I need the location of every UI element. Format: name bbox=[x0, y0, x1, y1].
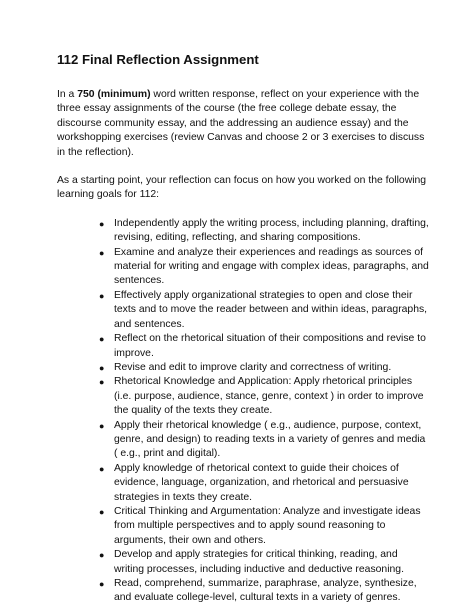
bullet-icon: ● bbox=[99, 218, 105, 229]
goal-item bbox=[99, 462, 429, 505]
goal-item bbox=[99, 577, 429, 606]
bullet-icon: ● bbox=[99, 463, 105, 474]
goal-item bbox=[99, 505, 429, 548]
bullet-icon: ● bbox=[99, 420, 105, 431]
goal-item bbox=[99, 289, 429, 332]
intro-suffix: word written response, reflect on your experience with the three essay assignments of the course (the free college debate essay, the discourse community essay, and the addressing an audience essay) and the workshopping exercises (review Canvas and choose 2 or 3 exercises to discuss in the reflection). bbox=[57, 89, 425, 158]
goal-text: Critical Thinking and Argumentation: Analyze and investigate ideas from multiple perspectives and to apply sound reasoning to arguments, their own and others. bbox=[114, 505, 421, 546]
bullet-icon: ● bbox=[99, 247, 105, 258]
goal-text: Read, comprehend, summarize, paraphrase, analyze, synthesize, and evaluate college-level, cultural texts in a variety of genres. bbox=[114, 578, 417, 604]
bullet-icon: ● bbox=[99, 290, 105, 301]
goal-text: Apply their rhetorical knowledge ( e.g., audience, purpose, context, genre, and design) to reading texts in a variety of genres and media ( e.g., print and digital). bbox=[114, 419, 426, 460]
starting-point-paragraph: As a starting point, your reflection can focus on how you worked on the following learning goals for 112: bbox=[57, 175, 427, 201]
goal-item bbox=[99, 548, 429, 577]
goal-item bbox=[99, 246, 429, 289]
bullet-icon: ● bbox=[99, 550, 105, 561]
intro-paragraph bbox=[57, 88, 429, 160]
word-count-emphasis: 750 (minimum) bbox=[77, 89, 151, 100]
goal-text: Independently apply the writing process, including planning, drafting, revising, editing, reflecting, and sharing compositions. bbox=[114, 217, 429, 244]
bullet-icon: ● bbox=[99, 334, 105, 345]
goal-item bbox=[99, 361, 429, 375]
bullet-icon: ● bbox=[99, 579, 105, 589]
goal-item bbox=[99, 375, 429, 418]
goal-item bbox=[99, 419, 429, 462]
document-page bbox=[57, 52, 429, 606]
goal-item bbox=[99, 217, 429, 246]
goal-text: Apply knowledge of rhetorical context to guide their choices of evidence, language, organization, and rhetorical and persuasive strategies in texts they create. bbox=[114, 462, 409, 503]
document-title: 112 Final Reflection Assignment bbox=[57, 52, 259, 67]
bullet-icon: ● bbox=[99, 377, 105, 388]
goal-text: Reflect on the rhetorical situation of their compositions and revise to improve. bbox=[114, 333, 426, 359]
goal-text: Revise and edit to improve clarity and correctness of writing. bbox=[114, 361, 392, 373]
goal-item bbox=[99, 332, 429, 361]
bullet-icon: ● bbox=[99, 362, 105, 373]
goal-text: Develop and apply strategies for critical thinking, reading, and writing processes, including inductive and deductive reasoning. bbox=[114, 549, 404, 575]
bullet-icon: ● bbox=[99, 506, 105, 517]
learning-goals-list bbox=[57, 217, 429, 606]
goal-text: Effectively apply organizational strategies to open and close their texts and to move the reader between and within ideas, paragraphs, and sentences. bbox=[114, 289, 428, 330]
intro-prefix: In a bbox=[57, 89, 78, 100]
goal-text: Rhetorical Knowledge and Application: Apply rhetorical principles (i.e. purpose, audience, stance, genre, context ) in order to improve the quality of the texts they create. bbox=[114, 376, 424, 417]
goal-text: Examine and analyze their experiences and readings as sources of material for writing and engage with complex ideas, paragraphs, and sentences. bbox=[114, 246, 429, 287]
